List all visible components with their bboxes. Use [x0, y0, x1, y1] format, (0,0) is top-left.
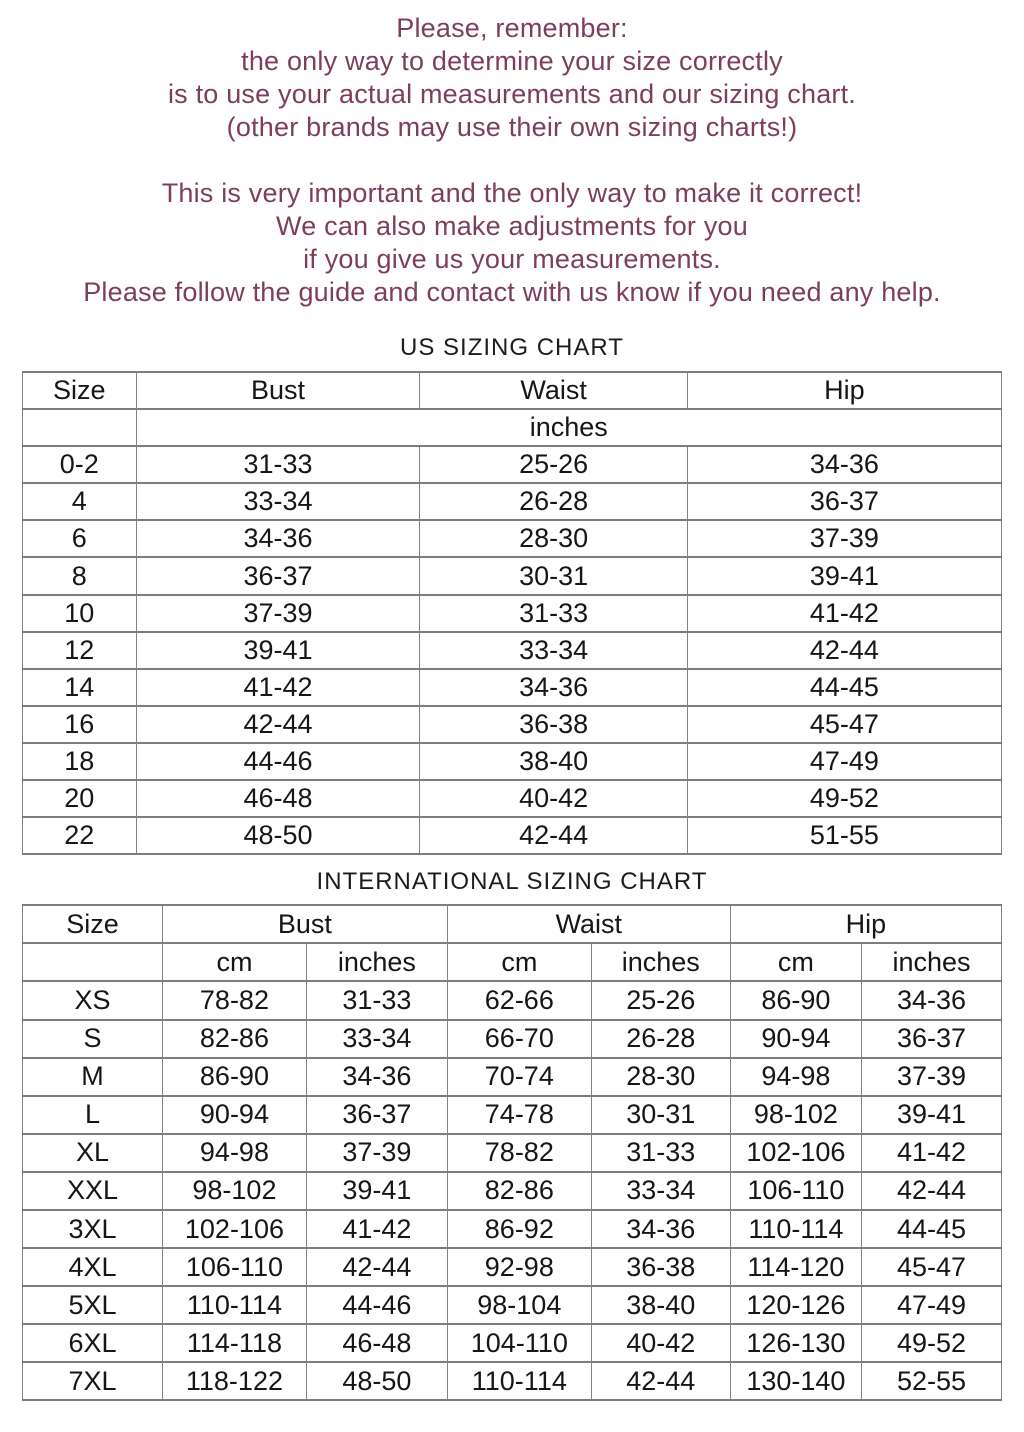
table-cell-hip_in: 36-37 [861, 1020, 1001, 1058]
table-cell-bust: 39-41 [136, 632, 420, 669]
table-cell-size: 6XL [23, 1324, 163, 1362]
table-cell-waist: 31-33 [420, 595, 687, 632]
us-column-header-waist: Waist [420, 372, 687, 409]
intro-paragraph-2 [0, 177, 1024, 309]
table-cell-waist_cm: 86-92 [447, 1210, 591, 1248]
table-row [23, 1020, 1002, 1058]
table-cell-size: 16 [23, 706, 137, 743]
table-cell-waist_in: 40-42 [591, 1324, 730, 1362]
table-cell-bust: 31-33 [136, 446, 420, 483]
table-cell-waist: 30-31 [420, 557, 687, 594]
intro-line: This is very important and the only way to make it correct! [161, 178, 863, 208]
table-cell-hip_in: 39-41 [861, 1096, 1001, 1134]
table-cell-hip_in: 34-36 [861, 981, 1001, 1019]
intro-line: (other brands may use their own sizing charts!) [226, 112, 798, 142]
table-row [23, 1210, 1002, 1248]
table-row [23, 743, 1002, 780]
table-cell-waist: 26-28 [420, 483, 687, 520]
table-row [23, 520, 1002, 557]
table-cell-size: 14 [23, 669, 137, 706]
table-cell-waist_cm: 82-86 [447, 1172, 591, 1210]
table-cell-bust: 33-34 [136, 483, 420, 520]
table-cell-waist_in: 28-30 [591, 1058, 730, 1096]
table-cell-hip_cm: 130-140 [730, 1362, 861, 1400]
table-cell-size: XL [23, 1134, 163, 1172]
table-cell-hip_in: 42-44 [861, 1172, 1001, 1210]
intro-line: Please follow the guide and contact with us know if you need any help. [83, 277, 941, 307]
table-cell-hip: 36-37 [687, 483, 1001, 520]
table-cell-hip_cm: 94-98 [730, 1058, 861, 1096]
table-cell-waist_cm: 78-82 [447, 1134, 591, 1172]
table-cell-waist_in: 25-26 [591, 981, 730, 1019]
table-cell-bust_cm: 106-110 [162, 1248, 306, 1286]
table-cell-hip_cm: 120-126 [730, 1286, 861, 1324]
table-row [23, 483, 1002, 520]
international-sizing-chart-title: INTERNATIONAL SIZING CHART [316, 868, 708, 896]
table-cell-hip: 34-36 [687, 446, 1001, 483]
intl-column-header-size: Size [23, 905, 163, 943]
table-cell-waist_cm: 104-110 [447, 1324, 591, 1362]
intro-line: Please, remember: [396, 13, 628, 43]
table-cell-bust_cm: 102-106 [162, 1210, 306, 1248]
table-cell-bust_in: 39-41 [306, 1172, 447, 1210]
table-cell-bust: 36-37 [136, 557, 420, 594]
intro-line: the only way to determine your size correctly [241, 46, 783, 76]
table-row [23, 632, 1002, 669]
intl-bust-inches-label: inches [306, 943, 447, 981]
table-cell-bust_cm: 94-98 [162, 1134, 306, 1172]
empty-cell [23, 409, 137, 446]
table-cell-bust_in: 46-48 [306, 1324, 447, 1362]
table-cell-bust_cm: 114-118 [162, 1324, 306, 1362]
table-cell-bust_in: 37-39 [306, 1134, 447, 1172]
intl-header-row [23, 905, 1002, 943]
us-sizing-chart-title: US SIZING CHART [400, 334, 624, 361]
table-cell-bust_cm: 86-90 [162, 1058, 306, 1096]
intl-unit-row [23, 943, 1002, 981]
table-cell-size: 22 [23, 817, 137, 854]
intro-line: We can also make adjustments for you [276, 211, 748, 241]
intl-waist-inches-label: inches [591, 943, 730, 981]
table-row [23, 1286, 1002, 1324]
table-cell-size: 8 [23, 557, 137, 594]
table-cell-bust_in: 36-37 [306, 1096, 447, 1134]
table-cell-bust_in: 48-50 [306, 1362, 447, 1400]
table-cell-waist: 38-40 [420, 743, 687, 780]
table-cell-bust_cm: 118-122 [162, 1362, 306, 1400]
intro-line: is to use your actual measurements and our sizing chart. [167, 79, 857, 109]
table-cell-size: XXL [23, 1172, 163, 1210]
table-cell-bust_in: 44-46 [306, 1286, 447, 1324]
table-cell-hip: 49-52 [687, 780, 1001, 817]
table-cell-waist_in: 31-33 [591, 1134, 730, 1172]
us-header-row [23, 372, 1002, 409]
table-cell-waist_in: 33-34 [591, 1172, 730, 1210]
table-cell-waist_in: 26-28 [591, 1020, 730, 1058]
us-unit-label: inches [136, 409, 1001, 446]
table-cell-waist: 28-30 [420, 520, 687, 557]
intro-paragraph-1 [0, 12, 1024, 144]
table-cell-bust: 34-36 [136, 520, 420, 557]
table-cell-waist_cm: 110-114 [447, 1362, 591, 1400]
table-cell-size: 5XL [23, 1286, 163, 1324]
us-column-header-hip: Hip [687, 372, 1001, 409]
table-cell-size: S [23, 1020, 163, 1058]
table-cell-bust_in: 41-42 [306, 1210, 447, 1248]
intl-waist-cm-label: cm [447, 943, 591, 981]
table-cell-size: M [23, 1058, 163, 1096]
table-cell-size: 6 [23, 520, 137, 557]
us-table-body [23, 446, 1002, 854]
table-cell-waist_in: 34-36 [591, 1210, 730, 1248]
table-cell-size: 4 [23, 483, 137, 520]
table-cell-bust_in: 31-33 [306, 981, 447, 1019]
table-cell-hip_in: 41-42 [861, 1134, 1001, 1172]
us-sizing-table [22, 371, 1002, 855]
table-cell-bust_cm: 90-94 [162, 1096, 306, 1134]
table-cell-size: 4XL [23, 1248, 163, 1286]
intro-line: if you give us your measurements. [303, 244, 721, 274]
table-cell-size: 0-2 [23, 446, 137, 483]
us-column-header-bust: Bust [136, 372, 420, 409]
table-cell-hip_in: 37-39 [861, 1058, 1001, 1096]
table-cell-size: 7XL [23, 1362, 163, 1400]
intl-hip-inches-label: inches [861, 943, 1001, 981]
table-cell-hip_in: 49-52 [861, 1324, 1001, 1362]
table-cell-size: 12 [23, 632, 137, 669]
table-cell-waist_cm: 74-78 [447, 1096, 591, 1134]
international-sizing-table [22, 904, 1002, 1401]
table-cell-hip_cm: 110-114 [730, 1210, 861, 1248]
table-cell-hip: 37-39 [687, 520, 1001, 557]
table-cell-waist_in: 38-40 [591, 1286, 730, 1324]
table-cell-waist: 33-34 [420, 632, 687, 669]
intl-hip-cm-label: cm [730, 943, 861, 981]
table-cell-waist: 36-38 [420, 706, 687, 743]
table-row [23, 1248, 1002, 1286]
table-row [23, 981, 1002, 1019]
table-cell-bust: 46-48 [136, 780, 420, 817]
intl-column-header-bust: Bust [162, 905, 447, 943]
intl-column-header-waist: Waist [447, 905, 730, 943]
us-unit-row [23, 409, 1002, 446]
table-cell-waist_in: 36-38 [591, 1248, 730, 1286]
table-cell-hip_cm: 114-120 [730, 1248, 861, 1286]
table-cell-hip_in: 52-55 [861, 1362, 1001, 1400]
table-row [23, 1134, 1002, 1172]
table-cell-bust: 41-42 [136, 669, 420, 706]
table-cell-hip: 45-47 [687, 706, 1001, 743]
table-cell-bust_cm: 110-114 [162, 1286, 306, 1324]
table-cell-size: 20 [23, 780, 137, 817]
table-row [23, 817, 1002, 854]
table-cell-bust: 44-46 [136, 743, 420, 780]
table-row [23, 595, 1002, 632]
table-cell-hip: 47-49 [687, 743, 1001, 780]
table-cell-hip: 44-45 [687, 669, 1001, 706]
table-cell-waist_cm: 62-66 [447, 981, 591, 1019]
table-cell-bust_cm: 82-86 [162, 1020, 306, 1058]
table-row [23, 1172, 1002, 1210]
table-cell-bust: 37-39 [136, 595, 420, 632]
table-cell-size: 18 [23, 743, 137, 780]
table-cell-size: XS [23, 981, 163, 1019]
intl-bust-cm-label: cm [162, 943, 306, 981]
table-cell-hip_cm: 90-94 [730, 1020, 861, 1058]
table-cell-waist_cm: 92-98 [447, 1248, 591, 1286]
intro-note [0, 0, 1024, 309]
intl-column-header-hip: Hip [730, 905, 1001, 943]
table-row [23, 780, 1002, 817]
table-cell-waist: 34-36 [420, 669, 687, 706]
table-row [23, 1058, 1002, 1096]
table-cell-waist: 42-44 [420, 817, 687, 854]
table-cell-hip_cm: 106-110 [730, 1172, 861, 1210]
table-row [23, 1324, 1002, 1362]
table-row [23, 557, 1002, 594]
table-cell-hip_cm: 86-90 [730, 981, 861, 1019]
table-cell-bust: 42-44 [136, 706, 420, 743]
table-cell-hip_cm: 102-106 [730, 1134, 861, 1172]
table-cell-hip: 51-55 [687, 817, 1001, 854]
table-cell-waist_in: 42-44 [591, 1362, 730, 1400]
table-cell-waist_cm: 66-70 [447, 1020, 591, 1058]
table-row [23, 669, 1002, 706]
table-cell-bust_in: 42-44 [306, 1248, 447, 1286]
table-cell-hip_cm: 126-130 [730, 1324, 861, 1362]
table-cell-waist_cm: 98-104 [447, 1286, 591, 1324]
table-cell-waist: 40-42 [420, 780, 687, 817]
table-cell-hip: 41-42 [687, 595, 1001, 632]
empty-cell [23, 943, 163, 981]
table-cell-hip_cm: 98-102 [730, 1096, 861, 1134]
table-row [23, 1096, 1002, 1134]
intl-table-body [23, 981, 1002, 1400]
table-cell-size: L [23, 1096, 163, 1134]
table-cell-bust_in: 33-34 [306, 1020, 447, 1058]
table-cell-bust_in: 34-36 [306, 1058, 447, 1096]
table-cell-hip: 39-41 [687, 557, 1001, 594]
table-cell-waist_in: 30-31 [591, 1096, 730, 1134]
table-cell-waist_cm: 70-74 [447, 1058, 591, 1096]
table-cell-hip_in: 47-49 [861, 1286, 1001, 1324]
table-cell-waist: 25-26 [420, 446, 687, 483]
us-column-header-size: Size [23, 372, 137, 409]
table-row [23, 706, 1002, 743]
table-cell-hip: 42-44 [687, 632, 1001, 669]
table-cell-hip_in: 45-47 [861, 1248, 1001, 1286]
table-row [23, 1362, 1002, 1400]
table-cell-bust_cm: 78-82 [162, 981, 306, 1019]
table-cell-size: 10 [23, 595, 137, 632]
table-cell-bust_cm: 98-102 [162, 1172, 306, 1210]
table-cell-size: 3XL [23, 1210, 163, 1248]
table-row [23, 446, 1002, 483]
table-cell-bust: 48-50 [136, 817, 420, 854]
table-cell-hip_in: 44-45 [861, 1210, 1001, 1248]
